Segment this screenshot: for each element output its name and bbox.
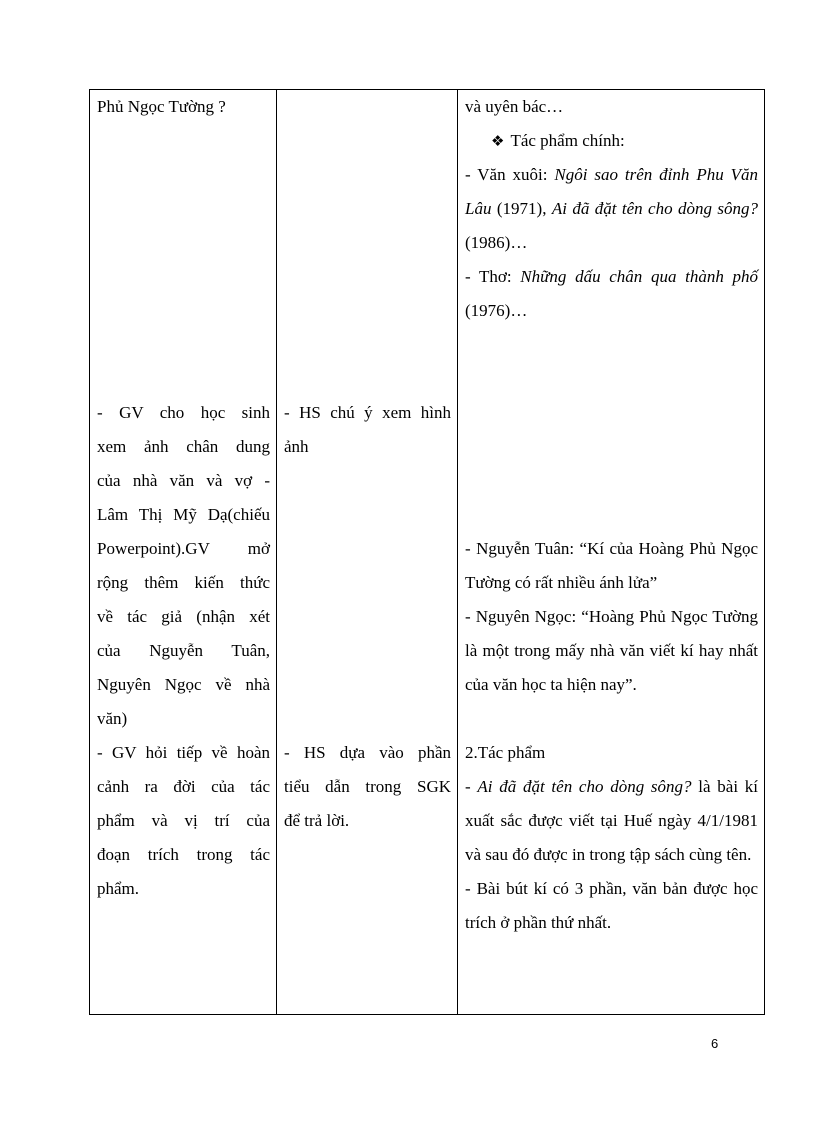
work-section-block (465, 736, 758, 940)
text-line: - HS dựa vào phần (284, 743, 451, 762)
work-description: - Ai đã đặt tên cho dòng sông? là bài kí xuất sắc được viết tại Huế ngày 4/1/1981 và sau đó được in trong tập sách cùng tên. (465, 777, 758, 864)
text-line: Phủ Ngọc Tường ? (97, 97, 226, 116)
text-line: - GV hỏi tiếp về hoàn (97, 743, 270, 762)
lesson-table (89, 89, 765, 1015)
text-line: - GV cho học sinh (97, 403, 270, 422)
text-line: cảnh ra đời của tác (97, 777, 270, 796)
text-line: Lâm Thị Mỹ Dạ(chiếu (97, 505, 270, 524)
student-block-context (284, 736, 451, 838)
teacher-block-portrait (97, 396, 270, 736)
teacher-block-question (97, 90, 270, 124)
text-line: để trả lời. (284, 811, 350, 830)
work-parts: - Bài bút kí có 3 phần, văn bản được học trích ở phần thứ nhất. (465, 879, 758, 932)
text-line: - HS chú ý xem hình (284, 403, 451, 422)
text-line: của Nguyễn Tuân, (97, 641, 270, 660)
poem-works: - Thơ: Những dấu chân qua thành phố (1976)… (465, 267, 759, 320)
diamond-bullet-icon: ❖ (491, 132, 505, 150)
prose-works: - Văn xuôi: Ngôi sao trên đỉnh Phu Văn Lâu (1971), Ai đã đặt tên cho dòng sông? (1986)… (465, 165, 758, 252)
text-line: tiểu dẫn trong SGK (284, 777, 451, 796)
text-line: phẩm. (97, 879, 140, 898)
quote-nguyen-ngoc: - Nguyên Ngọc: “Hoàng Phủ Ngọc Tường là một trong mấy nhà văn viết kí hay nhất của văn học ta hiện nay”. (465, 607, 758, 694)
author-works-block (465, 90, 758, 328)
text-line: của nhà văn và vợ - (97, 471, 270, 490)
table-row (90, 90, 765, 1015)
teacher-activity-column (90, 90, 277, 1015)
text-line: ảnh (284, 437, 309, 456)
text-line: về tác giả (nhận xét (97, 607, 270, 626)
text-line: phẩm và vị trí của (97, 811, 270, 830)
text-line: và uyên bác… (465, 97, 564, 116)
critic-quotes-block (465, 532, 758, 702)
text-line: rộng thêm kiến thức (97, 573, 270, 592)
works-heading: ❖ Tác phẩm chính: (491, 131, 625, 150)
text-line: xem ảnh chân dung (97, 437, 270, 456)
section-heading: 2.Tác phẩm (465, 743, 546, 762)
teacher-block-context (97, 736, 270, 906)
student-activity-column (277, 90, 458, 1015)
text-line: Powerpoint).GV mở (97, 539, 270, 558)
content-column (458, 90, 765, 1015)
quote-nguyen-tuan: - Nguyễn Tuân: “Kí của Hoàng Phủ Ngọc Tường có rất nhiều ánh lửa” (465, 539, 758, 592)
student-block-portrait (284, 396, 451, 464)
text-line: đoạn trích trong tác (97, 845, 270, 864)
page-number: 6 (711, 1036, 719, 1051)
text-line: Nguyên Ngọc về nhà (97, 675, 270, 694)
text-line: văn) (97, 709, 128, 728)
